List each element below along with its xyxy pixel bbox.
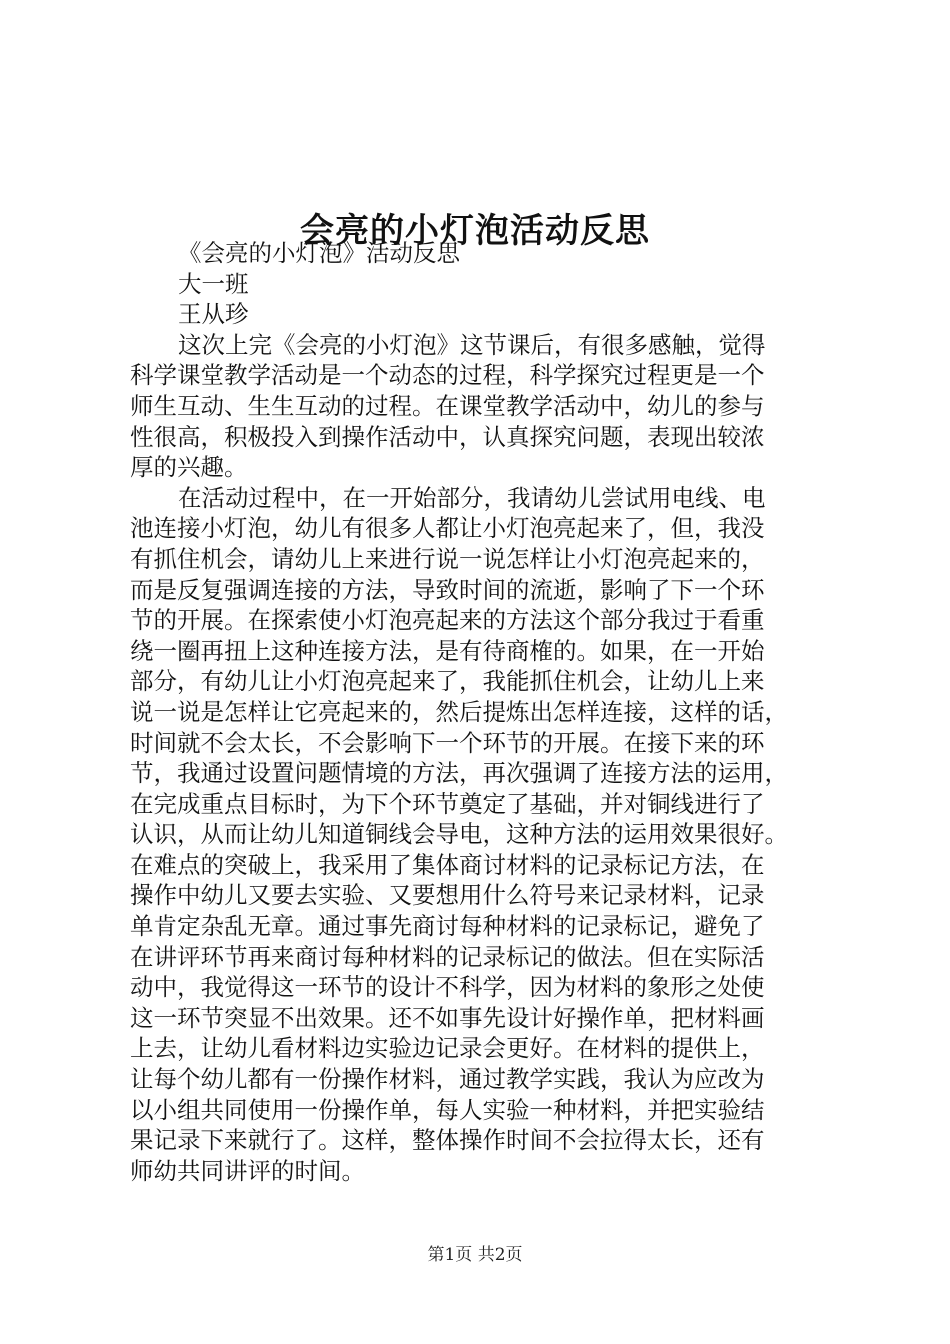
author-name: 王从珍: [178, 300, 249, 329]
paragraph-2-line: 节的开展。在探索使小灯泡亮起来的方法这个部分我过于看重: [130, 606, 765, 635]
paragraph-1: [130, 330, 830, 483]
paragraph-1-line: 厚的兴趣。: [130, 453, 248, 482]
paragraph-2-line: 操作中幼儿又要去实验、又要想用什么符号来记录材料，记录: [130, 881, 765, 910]
paragraph-2-line: 节，我通过设置问题情境的方法，再次强调了连接方法的运用，: [130, 759, 788, 788]
paragraph-1-line: 科学课堂教学活动是一个动态的过程，科学探究过程更是一个: [130, 361, 765, 390]
paragraph-2-line: 部分，有幼儿让小灯泡亮起来了，我能抓住机会，让幼儿上来: [130, 667, 765, 696]
paragraph-2-line: 以小组共同使用一份操作单，每人实验一种材料，并把实验结: [130, 1095, 765, 1124]
paragraph-2-line: 师幼共同讲评的时间。: [130, 1156, 365, 1185]
paragraph-2-line: 说一说是怎样让它亮起来的，然后提炼出怎样连接，这样的话，: [130, 697, 788, 726]
paragraph-2-line: 让每个幼儿都有一份操作材料，通过教学实践，我认为应改为: [130, 1065, 765, 1094]
paragraph-2-line: 而是反复强调连接的方法，导致时间的流逝，影响了下一个环: [130, 575, 765, 604]
paragraph-2-line: 在难点的突破上，我采用了集体商讨材料的记录标记方法，在: [130, 850, 765, 879]
document-title: 会亮的小灯泡活动反思: [300, 210, 650, 251]
paragraph-2-line: 认识，从而让幼儿知道铜线会导电，这种方法的运用效果很好。: [130, 820, 788, 849]
paragraph-2-line: 上去，让幼儿看材料边实验边记录会更好。在材料的提供上，: [130, 1034, 765, 1063]
paragraph-1-line: 这次上完《会亮的小灯泡》这节课后，有很多感触，觉得: [178, 330, 766, 359]
paragraph-2-line: 池连接小灯泡，幼儿有很多人都让小灯泡亮起来了，但，我没: [130, 514, 765, 543]
paragraph-1-line: 性很高，积极投入到操作活动中，认真探究问题，表现出较浓: [130, 422, 765, 451]
paragraph-2-line: 在完成重点目标时，为下个环节奠定了基础，并对铜线进行了: [130, 789, 765, 818]
article-heading: 《会亮的小灯泡》活动反思: [178, 239, 460, 267]
page-number-footer: 第1页 共2页: [427, 1245, 523, 1265]
paragraph-2-line: 时间就不会太长，不会影响下一个环节的开展。在接下来的环: [130, 728, 765, 757]
paragraph-1-line: 师生互动、生生互动的过程。在课堂教学活动中，幼儿的参与: [130, 391, 765, 420]
paragraph-2: [130, 483, 830, 1187]
class-name: 大一班: [178, 269, 249, 298]
document-body: [130, 238, 830, 1186]
paragraph-2-line: 绕一圈再扭上这种连接方法，是有待商榷的。如果，在一开始: [130, 636, 765, 665]
paragraph-2-line: 动中，我觉得这一环节的设计不科学，因为材料的象形之处使: [130, 973, 765, 1002]
paragraph-2-line: 果记录下来就行了。这样，整体操作时间不会拉得太长，还有: [130, 1126, 765, 1155]
paragraph-2-line: 有抓住机会，请幼儿上来进行说一说怎样让小灯泡亮起来的，: [130, 544, 765, 573]
paragraph-2-line: 在讲评环节再来商讨每种材料的记录标记的做法。但在实际活: [130, 942, 765, 971]
paragraph-2-line: 在活动过程中，在一开始部分，我请幼儿尝试用电线、电: [178, 483, 766, 512]
paragraph-2-line: 单肯定杂乱无章。通过事先商讨每种材料的记录标记，避免了: [130, 912, 765, 941]
paragraph-2-line: 这一环节突显不出效果。还不如事先设计好操作单，把材料画: [130, 1003, 765, 1032]
